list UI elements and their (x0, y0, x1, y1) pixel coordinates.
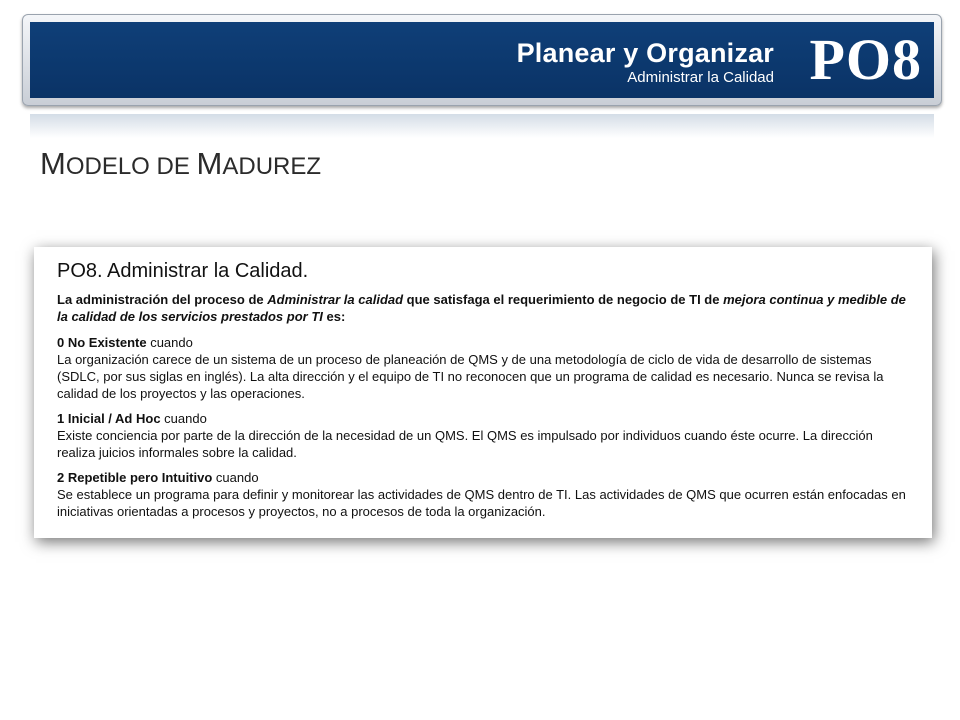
content-card (34, 247, 932, 538)
banner-title: Planear y Organizar (516, 38, 774, 68)
intro-text-2: que satisfaga el requerimiento de negocio de TI de (403, 292, 724, 307)
level-description: Se establece un programa para definir y monitorear las actividades de QMS dentro de TI. Las actividades de QMS que ocurren están enfocadas en iniciativas orientadas a procesos y proyectos, no a procesos de toda la organización. (57, 487, 906, 519)
banner-text-block (517, 38, 774, 87)
level-name: 0 No Existente (57, 335, 147, 350)
level-heading (57, 469, 912, 486)
card-title: PO8. Administrar la Calidad. (57, 260, 309, 282)
intro-text-3: es: (322, 309, 346, 324)
section-heading (40, 146, 321, 185)
level-heading (57, 334, 912, 351)
level-suffix: cuando (160, 411, 207, 426)
level-block-2 (57, 469, 912, 520)
level-block-1 (57, 410, 912, 461)
heading-cap-2: M (196, 146, 223, 181)
header-banner (30, 22, 934, 98)
intro-italic-1: Administrar la calidad (267, 292, 404, 307)
level-suffix: cuando (212, 470, 259, 485)
intro-paragraph (57, 291, 912, 325)
heading-small-2: ADUREZ (222, 153, 322, 180)
heading-cap-1: M (40, 146, 66, 181)
level-name: 2 Repetible pero Intuitivo (57, 470, 213, 485)
level-description: Existe conciencia por parte de la dirección de la necesidad de un QMS. El QMS es impulsado por individuos cuando éste ocurre. La dirección realiza juicios informales sobre la calidad. (57, 428, 873, 460)
level-name: 1 Inicial / Ad Hoc (57, 411, 161, 426)
level-suffix: cuando (146, 335, 193, 350)
banner-code: PO8 (809, 27, 922, 92)
banner-reflection (30, 114, 934, 138)
heading-small-1: ODELO DE (65, 153, 197, 180)
level-description: La organización carece de un sistema de un proceso de planeación de QMS y de una metodología de ciclo de vida de desarrollo de sistemas (SDLC, por sus siglas en inglés). La alta dirección y el equipo de TI no reconocen que un programa de calidad es necesario. Nunca se revisa la calidad de los proyectos y las operaciones. (57, 352, 884, 401)
level-heading (57, 410, 912, 427)
banner-subtitle: Administrar la Calidad (627, 69, 774, 86)
level-block-0 (57, 334, 912, 402)
intro-italic-2: mejora continua y medible de la calidad de los servicios prestados por TI (57, 292, 906, 324)
intro-text-1: La administración del proceso de (57, 292, 268, 307)
